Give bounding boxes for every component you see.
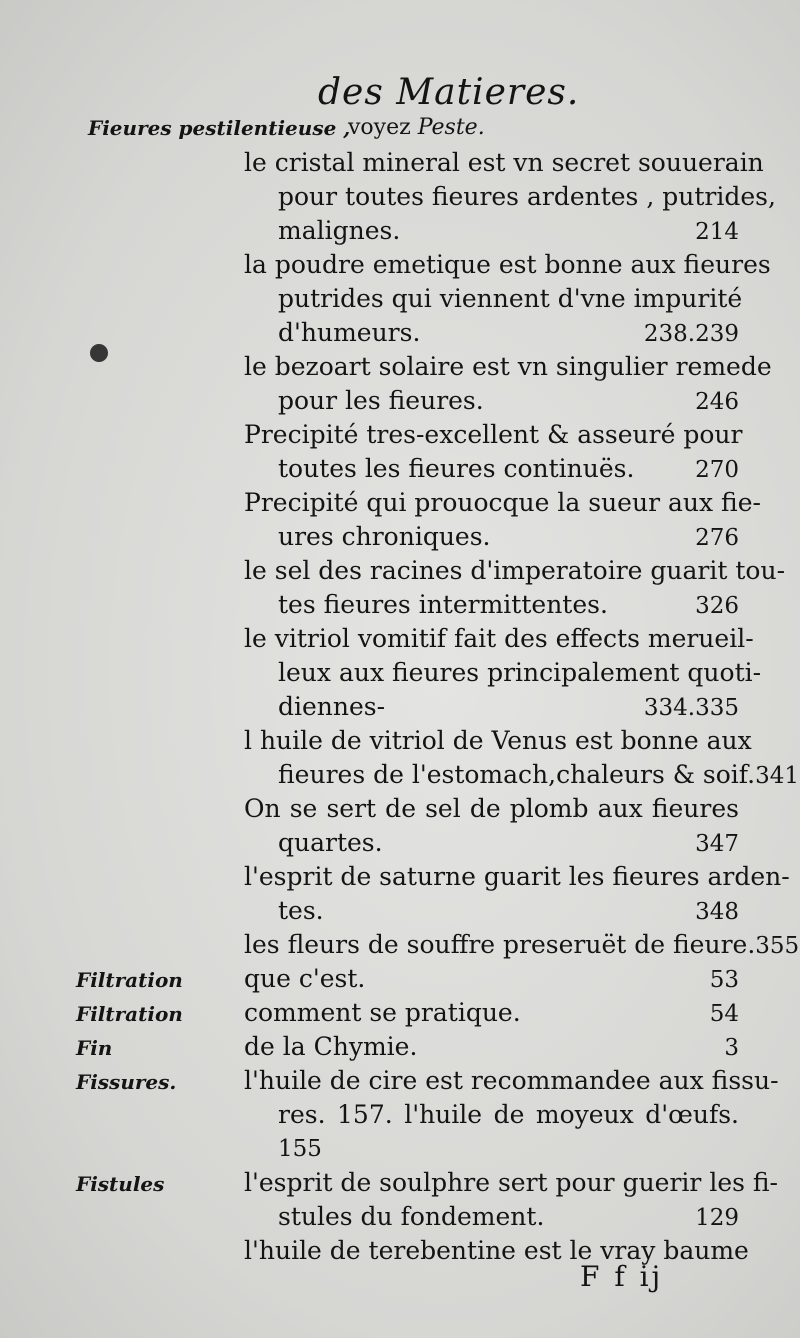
entry-keyword: Fin [76, 1036, 113, 1060]
page-number: 276 [695, 525, 739, 551]
entry-keyword: Filtration [76, 968, 183, 992]
text-line [244, 962, 739, 996]
page-number: 246 [695, 389, 739, 415]
text-line: le cristal mineral est vn secret souuerain [244, 148, 764, 177]
entry-keyword: Fieures pestilentieuse , [88, 116, 351, 140]
text-line [278, 894, 739, 928]
page-number: 155 [278, 1136, 322, 1162]
see-also-label: voyez [348, 115, 411, 140]
page-number: 270 [695, 457, 739, 483]
line-text: diennes- [278, 692, 386, 721]
sub-entry [0, 248, 800, 350]
page-number: 355 [755, 933, 800, 959]
index-entry [0, 1064, 800, 1166]
line-text: stules du fondement. [278, 1202, 545, 1231]
line-text: quartes. [278, 828, 383, 857]
index-entry [0, 996, 800, 1030]
text-line [278, 690, 739, 724]
running-header: des Matieres. [318, 72, 580, 113]
text-line [278, 758, 800, 792]
page-number: 54 [709, 1001, 739, 1027]
page-number: 238.239 [643, 321, 739, 347]
entry-keyword: Fistules [76, 1172, 165, 1196]
text-line [278, 588, 739, 622]
text-line [278, 452, 739, 486]
sub-entry [0, 1064, 800, 1166]
sub-entry [0, 146, 800, 248]
text-line: l'huile de cire est recommandee aux fissu- [244, 1066, 779, 1095]
line-text: tes. [278, 896, 324, 925]
text-line [278, 214, 739, 248]
sub-entry [0, 996, 800, 1030]
text-line: On se sert de sel de plomb aux fieures [244, 794, 739, 823]
text-line: leux aux fieures principalement quoti- [278, 658, 762, 687]
page-number: 129 [695, 1205, 739, 1231]
text-line: Precipité tres-excellent & asseuré pour [244, 420, 743, 449]
line-text: de la Chymie. [244, 1032, 418, 1061]
text-line [278, 826, 739, 860]
page-number: 348 [695, 899, 739, 925]
line-text: que c'est. [244, 964, 366, 993]
text-line [278, 316, 739, 350]
text-line [278, 384, 739, 418]
page-number: 326 [695, 593, 739, 619]
page-number: 334.335 [643, 695, 739, 721]
text-line [244, 1030, 739, 1064]
see-also-reference [348, 110, 485, 146]
sub-entry [0, 1030, 800, 1064]
sub-entry [0, 928, 800, 962]
text-line: res. 157. l'huile de moyeux d'œufs. [278, 1100, 739, 1129]
text-line: pour toutes fieures ardentes , putrides, [278, 182, 776, 211]
sub-entry [0, 962, 800, 996]
see-also-target: Peste. [417, 115, 485, 140]
text-line: le sel des racines d'imperatoire guarit tou- [244, 556, 786, 585]
index-entry [0, 1030, 800, 1064]
line-text: les fleurs de souffre preseruët de fieure. [244, 930, 756, 959]
page-number: 53 [709, 967, 739, 993]
sub-entry [0, 1166, 800, 1234]
text-line: Precipité qui prouocque la sueur aux fie- [244, 488, 761, 517]
text-line [244, 996, 739, 1030]
entry-keyword: Filtration [76, 1002, 183, 1026]
text-line: le bezoart solaire est vn singulier remede [244, 352, 772, 381]
index-entry [0, 110, 800, 962]
text-line: l'esprit de saturne guarit les fieures arden- [244, 862, 790, 891]
signature-mark: F f ij [580, 1260, 664, 1293]
text-line: le vitriol vomitif fait des effects merueil- [244, 624, 754, 653]
page-number: 214 [695, 219, 739, 245]
line-text: malignes. [278, 216, 401, 245]
entry-keyword: Fissures. [76, 1070, 177, 1094]
sub-entry [0, 860, 800, 928]
sub-entry [0, 622, 800, 724]
text-line: putrides qui viennent d'vne impurité [278, 284, 743, 313]
text-line: l'huile de terebentine est le vray baume [244, 1236, 749, 1265]
line-text: fieures de l'estomach,chaleurs & soif. [278, 760, 756, 789]
sub-entry [0, 792, 800, 860]
index-entry [0, 962, 800, 996]
sub-entry [0, 486, 800, 554]
text-line: l'esprit de soulphre sert pour guerir les fi- [244, 1168, 779, 1197]
line-text: pour les fieures. [278, 386, 484, 415]
line-text: d'humeurs. [278, 318, 421, 347]
line-text: comment se pratique. [244, 998, 521, 1027]
text-line [244, 928, 800, 962]
sub-entry [0, 724, 800, 792]
sub-entry [0, 418, 800, 486]
line-text: tes fieures intermittentes. [278, 590, 608, 619]
sub-entry [0, 554, 800, 622]
sub-entry [0, 1234, 800, 1268]
sub-entry [0, 350, 800, 418]
text-line [278, 520, 739, 554]
page-number: 341 [755, 763, 800, 789]
page-number: 3 [724, 1035, 739, 1061]
text-line: la poudre emetique est bonne aux fieures [244, 250, 771, 279]
index-entry [0, 1166, 800, 1268]
text-line: l huile de vitriol de Venus est bonne aux [244, 726, 752, 755]
page-number: 347 [695, 831, 739, 857]
line-text: ures chroniques. [278, 522, 491, 551]
line-text: toutes les fieures continuës. [278, 454, 635, 483]
text-line [278, 1200, 739, 1234]
index-entries [0, 110, 800, 1268]
